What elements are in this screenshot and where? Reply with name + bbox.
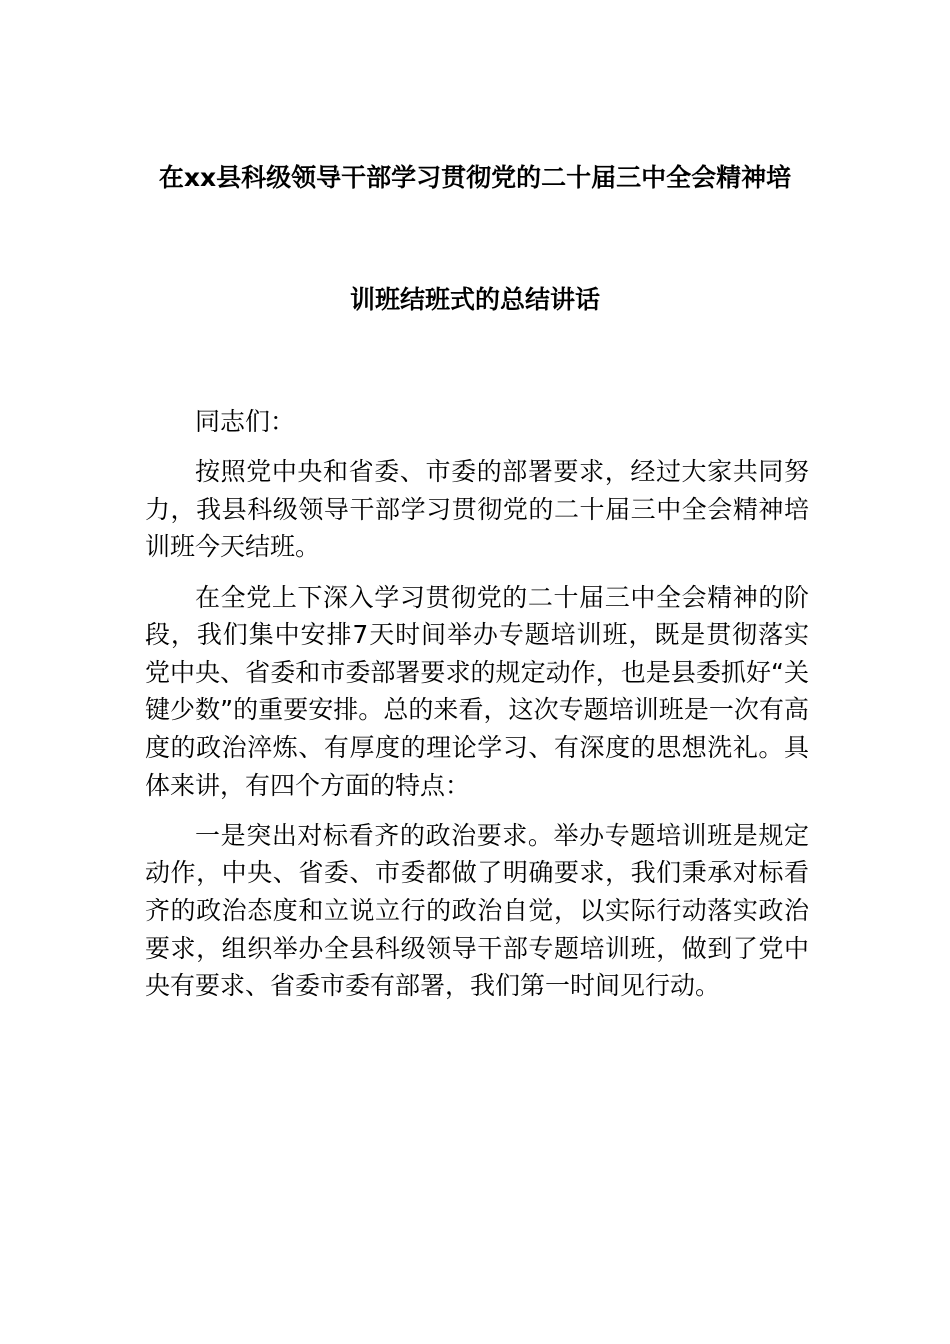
paragraph: 一是突出对标看齐的政治要求。举办专题培训班是规定动作，中央、省委、市委都做了明确要求，我们秉承对标看齐的政治态度和立说立行的政治自觉，以实际行动落实政治要求，组织举办全县科级领导干部专题培训班，做到了党中央有要求、省委市委有部署，我们第一时间见行动。: [145, 820, 809, 1001]
document-title-line-2: 训班结班式的总结讲话: [349, 285, 600, 314]
document-body: [145, 403, 809, 1005]
document-title-line-1: 在xx县科级领导干部学习贯彻党的二十届三中全会精神培: [158, 163, 792, 192]
paragraph: 在全党上下深入学习贯彻党的二十届三中全会精神的阶段，我们集中安排7天时间举办专题培训班，既是贯彻落实党中央、省委和市委部署要求的规定动作，也是县委抓好“关键少数”的重要安排。总的来看，这次专题培训班是一次有高度的政治淬炼、有厚度的理论学习、有深度的思想洗礼。具体来讲，有四个方面的特点：: [145, 582, 809, 800]
salutation: 同志们：: [195, 407, 296, 436]
paragraph: 按照党中央和省委、市委的部署要求，经过大家共同努力，我县科级领导干部学习贯彻党的二十届三中全会精神培训班今天结班。: [145, 457, 809, 562]
